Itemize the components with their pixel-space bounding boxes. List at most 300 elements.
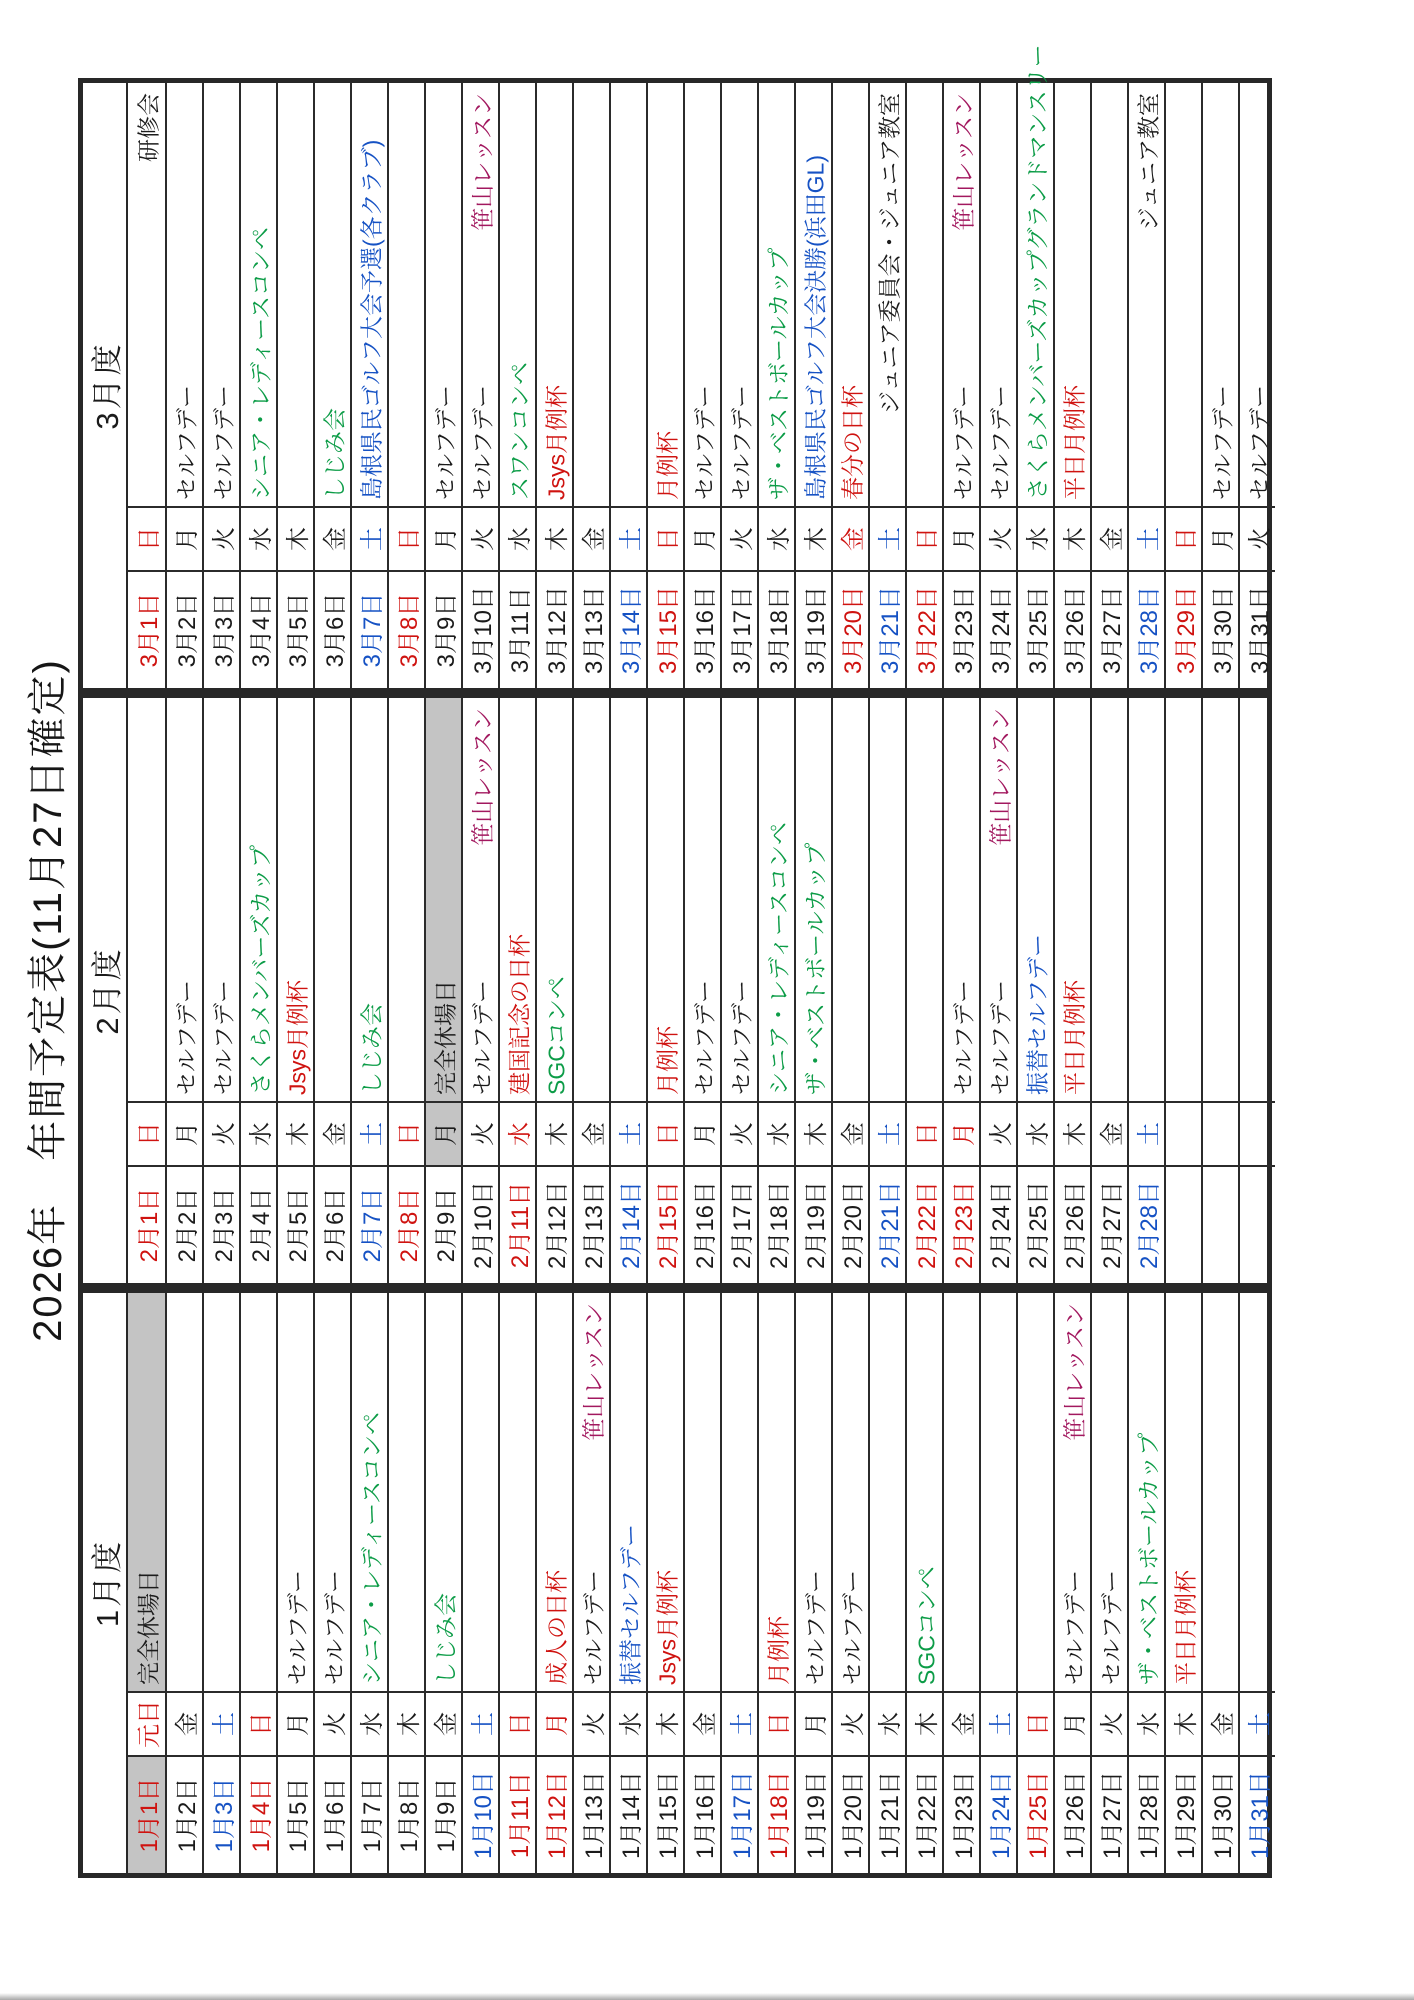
day-of-week-cell: 金 xyxy=(315,1101,350,1165)
day-row xyxy=(313,83,350,688)
event-cell xyxy=(944,83,979,506)
event-cell xyxy=(981,83,1016,506)
event-cell xyxy=(981,698,1016,1101)
event-cell xyxy=(463,1293,498,1691)
event-label: 完全休場日 xyxy=(135,1570,161,1685)
month-rows xyxy=(128,698,1275,1283)
date-cell: 3月23日 xyxy=(944,570,979,688)
event-cell xyxy=(574,1293,609,1691)
date-cell: 3月5日 xyxy=(278,570,313,688)
day-row xyxy=(276,1293,313,1873)
event-label: セルフデー xyxy=(987,385,1013,500)
day-row xyxy=(535,698,572,1283)
date-cell: 2月11日 xyxy=(500,1165,535,1283)
day-row xyxy=(683,1293,720,1873)
event-cell xyxy=(1166,1293,1201,1691)
event-cell xyxy=(315,83,350,506)
date-cell: 2月19日 xyxy=(796,1165,831,1283)
event-cell xyxy=(759,1293,794,1691)
day-of-week-cell: 日 xyxy=(500,1691,535,1755)
event-label: 笹山レッスン xyxy=(1061,1303,1087,1441)
date-cell: 1月21日 xyxy=(870,1755,905,1873)
day-of-week-cell: 土 xyxy=(352,506,387,570)
day-row xyxy=(572,83,609,688)
date-cell: 1月23日 xyxy=(944,1755,979,1873)
date-cell: 2月27日 xyxy=(1092,1165,1127,1283)
event-label: セルフデー xyxy=(839,1570,865,1685)
event-label: 笹山レッスン xyxy=(469,93,495,231)
event-label: セルフデー xyxy=(1098,1570,1124,1685)
day-row xyxy=(757,1293,794,1873)
date-cell: 2月13日 xyxy=(574,1165,609,1283)
event-cell xyxy=(685,698,720,1101)
day-row xyxy=(461,698,498,1283)
day-row xyxy=(387,1293,424,1873)
day-of-week-cell: 土 xyxy=(204,1691,239,1755)
day-of-week-cell: 金 xyxy=(1203,1691,1238,1755)
day-row xyxy=(424,1293,461,1873)
day-row xyxy=(1127,1293,1164,1873)
date-cell: 2月16日 xyxy=(685,1165,720,1283)
event-label: ザ・ベストボールカップ xyxy=(802,842,828,1095)
month-table-march xyxy=(78,44,1274,693)
day-row xyxy=(720,83,757,688)
day-of-week-cell: 火 xyxy=(315,1691,350,1755)
day-row xyxy=(942,698,979,1283)
day-row xyxy=(868,83,905,688)
event-label: 月例杯 xyxy=(765,1616,791,1685)
month-header: 2月度 xyxy=(83,698,128,1283)
day-of-week-cell: 月 xyxy=(167,1101,202,1165)
event-cell xyxy=(1055,83,1090,506)
day-row xyxy=(498,1293,535,1873)
day-of-week-cell: 木 xyxy=(537,506,572,570)
event-cell xyxy=(128,83,165,506)
day-row xyxy=(572,698,609,1283)
date-cell: 1月6日 xyxy=(315,1755,350,1873)
event-label: しじみ会 xyxy=(358,1003,384,1095)
day-of-week-cell: 土 xyxy=(352,1101,387,1165)
day-row xyxy=(794,698,831,1283)
day-row xyxy=(350,83,387,688)
date-cell: 3月2日 xyxy=(167,570,202,688)
day-of-week-cell: 木 xyxy=(907,1691,942,1755)
event-label: しじみ会 xyxy=(432,1593,458,1685)
event-cell xyxy=(944,698,979,1101)
event-cell xyxy=(833,83,868,506)
day-of-week-cell: 火 xyxy=(463,1101,498,1165)
date-cell: 1月11日 xyxy=(500,1755,535,1873)
event-cell xyxy=(981,1293,1016,1691)
day-row xyxy=(1238,83,1275,688)
day-of-week-cell: 木 xyxy=(1055,506,1090,570)
date-cell: 3月12日 xyxy=(537,570,572,688)
date-cell: 1月2日 xyxy=(167,1755,202,1873)
day-of-week-cell: 土 xyxy=(870,506,905,570)
date-cell: 1月15日 xyxy=(648,1755,683,1873)
event-label: セルフデー xyxy=(802,1570,828,1685)
date-cell: 1月22日 xyxy=(907,1755,942,1873)
date-cell: 1月1日 xyxy=(128,1755,165,1873)
event-label: シニア・レディースコンペ xyxy=(765,821,791,1095)
day-of-week-cell: 木 xyxy=(389,1691,424,1755)
event-cell xyxy=(537,698,572,1101)
day-of-week-cell: 土 xyxy=(870,1101,905,1165)
event-cell xyxy=(352,1293,387,1691)
event-cell xyxy=(128,698,165,1101)
date-cell: 3月6日 xyxy=(315,570,350,688)
day-of-week-cell xyxy=(1240,1101,1275,1165)
event-label: セルフデー xyxy=(691,980,717,1095)
event-label: セルフデー xyxy=(173,385,199,500)
event-cell xyxy=(1240,83,1275,506)
event-cell xyxy=(944,1293,979,1691)
event-cell xyxy=(611,83,646,506)
event-cell xyxy=(278,1293,313,1691)
day-of-week-cell: 金 xyxy=(574,1101,609,1165)
event-label: シニア・レディースコンペ xyxy=(358,1411,384,1685)
date-cell: 2月3日 xyxy=(204,1165,239,1283)
event-cell xyxy=(426,1293,461,1691)
day-of-week-cell: 土 xyxy=(1129,506,1164,570)
day-row xyxy=(794,83,831,688)
event-cell xyxy=(722,698,757,1101)
event-cell xyxy=(1240,698,1275,1101)
day-of-week-cell: 木 xyxy=(796,506,831,570)
event-label: セルフデー xyxy=(1209,385,1235,500)
date-cell: 3月7日 xyxy=(352,570,387,688)
event-cell xyxy=(204,1293,239,1691)
day-row xyxy=(609,83,646,688)
day-of-week-cell: 土 xyxy=(1240,1691,1275,1755)
date-cell: 3月24日 xyxy=(981,570,1016,688)
event-cell xyxy=(500,1293,535,1691)
event-label: 平日月例杯 xyxy=(1061,385,1087,500)
day-row xyxy=(683,83,720,688)
date-cell: 3月28日 xyxy=(1129,570,1164,688)
date-cell: 2月7日 xyxy=(352,1165,387,1283)
day-row xyxy=(202,83,239,688)
day-of-week-cell: 火 xyxy=(204,1101,239,1165)
event-cell xyxy=(1166,698,1201,1101)
day-of-week-cell: 金 xyxy=(167,1691,202,1755)
event-cell xyxy=(537,83,572,506)
day-of-week-cell: 火 xyxy=(722,1101,757,1165)
month-table-january xyxy=(78,1288,1272,1878)
event-cell xyxy=(1129,698,1164,1101)
event-label: セルフデー xyxy=(691,385,717,500)
event-cell xyxy=(315,1293,350,1691)
event-cell xyxy=(278,83,313,506)
event-cell xyxy=(685,83,720,506)
day-of-week-cell: 金 xyxy=(315,506,350,570)
event-cell xyxy=(389,83,424,506)
date-cell xyxy=(1203,1165,1238,1283)
date-cell: 3月11日 xyxy=(500,570,535,688)
day-row xyxy=(683,698,720,1283)
date-cell: 1月18日 xyxy=(759,1755,794,1873)
day-of-week-cell: 木 xyxy=(648,1691,683,1755)
date-cell: 2月23日 xyxy=(944,1165,979,1283)
day-of-week-cell: 月 xyxy=(278,1691,313,1755)
event-label: ザ・ベストボールカップ xyxy=(1135,1432,1161,1685)
date-cell: 1月7日 xyxy=(352,1755,387,1873)
day-row xyxy=(609,698,646,1283)
date-cell xyxy=(1240,1165,1275,1283)
event-cell xyxy=(833,1293,868,1691)
day-row xyxy=(1053,1293,1090,1873)
date-cell: 1月10日 xyxy=(463,1755,498,1873)
date-cell xyxy=(1166,1165,1201,1283)
day-row xyxy=(831,83,868,688)
day-row xyxy=(572,1293,609,1873)
date-cell: 3月3日 xyxy=(204,570,239,688)
day-row xyxy=(1164,698,1201,1283)
event-label: 振替セルフデー xyxy=(1024,934,1050,1095)
day-of-week-cell: 日 xyxy=(389,1101,424,1165)
event-cell xyxy=(722,83,757,506)
event-cell xyxy=(796,83,831,506)
event-cell xyxy=(796,698,831,1101)
event-label: さくらメンバーズカップグランドマンスリー xyxy=(1024,44,1050,500)
event-cell xyxy=(648,698,683,1101)
date-cell: 3月16日 xyxy=(685,570,720,688)
month-header: 3月度 xyxy=(83,83,128,688)
date-cell: 2月24日 xyxy=(981,1165,1016,1283)
date-cell: 2月17日 xyxy=(722,1165,757,1283)
date-cell: 1月28日 xyxy=(1129,1755,1164,1873)
date-cell: 2月9日 xyxy=(426,1165,461,1283)
date-cell: 2月22日 xyxy=(907,1165,942,1283)
event-cell xyxy=(1203,83,1238,506)
date-cell: 3月22日 xyxy=(907,570,942,688)
event-label: 笹山レッスン xyxy=(950,93,976,231)
date-cell: 2月6日 xyxy=(315,1165,350,1283)
day-of-week-cell: 日 xyxy=(648,1101,683,1165)
day-of-week-cell: 日 xyxy=(907,1101,942,1165)
event-cell xyxy=(241,83,276,506)
day-of-week-cell: 土 xyxy=(722,1691,757,1755)
day-row xyxy=(979,1293,1016,1873)
day-of-week-cell: 木 xyxy=(278,1101,313,1165)
event-cell xyxy=(833,698,868,1101)
scan-edge-artifact xyxy=(0,1993,1414,2000)
day-of-week-cell: 水 xyxy=(352,1691,387,1755)
event-cell xyxy=(685,1293,720,1691)
day-of-week-cell: 日 xyxy=(907,506,942,570)
day-of-week-cell: 日 xyxy=(1166,506,1201,570)
event-cell xyxy=(907,1293,942,1691)
date-cell: 2月28日 xyxy=(1129,1165,1164,1283)
day-row xyxy=(1053,698,1090,1283)
event-cell xyxy=(389,1293,424,1691)
month-header: 1月度 xyxy=(83,1293,128,1873)
day-of-week-cell: 日 xyxy=(759,1691,794,1755)
event-label: ジュニア委員会・ジュニア教室 xyxy=(876,93,902,415)
day-row xyxy=(905,698,942,1283)
event-cell xyxy=(500,698,535,1101)
day-row xyxy=(868,1293,905,1873)
event-cell xyxy=(907,83,942,506)
event-label: 島根県民ゴルフ大会予選(各クラブ) xyxy=(358,139,384,500)
day-row xyxy=(387,698,424,1283)
day-row xyxy=(535,83,572,688)
event-cell xyxy=(128,1293,165,1691)
day-of-week-cell: 金 xyxy=(426,1691,461,1755)
month-rows xyxy=(128,44,1275,688)
day-row xyxy=(461,83,498,688)
day-row xyxy=(202,698,239,1283)
day-of-week-cell: 月 xyxy=(944,1101,979,1165)
day-of-week-cell: 水 xyxy=(611,1691,646,1755)
day-row xyxy=(609,1293,646,1873)
day-of-week-cell: 火 xyxy=(204,506,239,570)
event-cell xyxy=(759,83,794,506)
day-of-week-cell: 木 xyxy=(1166,1691,1201,1755)
date-cell: 1月31日 xyxy=(1240,1755,1275,1873)
day-row xyxy=(1164,83,1201,688)
event-cell xyxy=(352,698,387,1101)
event-label: 笹山レッスン xyxy=(469,708,495,846)
day-row xyxy=(1238,1293,1275,1873)
day-row xyxy=(1201,698,1238,1283)
date-cell: 1月16日 xyxy=(685,1755,720,1873)
day-row xyxy=(905,1293,942,1873)
day-row xyxy=(1090,698,1127,1283)
event-cell xyxy=(648,1293,683,1691)
day-of-week-cell xyxy=(1203,1101,1238,1165)
day-row xyxy=(1090,1293,1127,1873)
event-label: ジュニア教室 xyxy=(1135,93,1161,231)
date-cell: 2月12日 xyxy=(537,1165,572,1283)
date-cell: 1月14日 xyxy=(611,1755,646,1873)
date-cell: 2月18日 xyxy=(759,1165,794,1283)
event-label: 平日月例杯 xyxy=(1172,1570,1198,1685)
day-row xyxy=(757,698,794,1283)
event-label: 研修会 xyxy=(135,93,161,162)
event-cell xyxy=(611,1293,646,1691)
day-of-week-cell: 日 xyxy=(648,506,683,570)
event-label: セルフデー xyxy=(950,980,976,1095)
event-label: セルフデー xyxy=(321,1570,347,1685)
date-cell: 3月21日 xyxy=(870,570,905,688)
day-of-week-cell: 月 xyxy=(1055,1691,1090,1755)
event-label: セルフデー xyxy=(284,1570,310,1685)
day-of-week-cell: 水 xyxy=(500,1101,535,1165)
event-cell xyxy=(1240,1293,1275,1691)
day-of-week-cell: 元日 xyxy=(128,1691,165,1755)
day-of-week-cell: 火 xyxy=(833,1691,868,1755)
event-label: SGCコンペ xyxy=(913,1566,939,1685)
date-cell: 2月26日 xyxy=(1055,1165,1090,1283)
day-row xyxy=(1238,698,1275,1283)
month-table-february xyxy=(78,693,1272,1288)
event-label: 成人の日杯 xyxy=(543,1570,569,1685)
day-row xyxy=(424,698,461,1283)
event-label: セルフデー xyxy=(469,385,495,500)
event-cell xyxy=(574,698,609,1101)
event-label: Jsys月例杯 xyxy=(654,1570,680,1685)
day-row xyxy=(905,83,942,688)
event-label: しじみ会 xyxy=(321,408,347,500)
day-row xyxy=(313,698,350,1283)
date-cell: 1月8日 xyxy=(389,1755,424,1873)
day-of-week-cell: 日 xyxy=(128,1101,165,1165)
day-row xyxy=(128,83,165,688)
day-row xyxy=(165,1293,202,1873)
day-row xyxy=(239,1293,276,1873)
day-of-week-cell: 金 xyxy=(1092,506,1127,570)
event-label: セルフデー xyxy=(210,385,236,500)
date-cell: 2月21日 xyxy=(870,1165,905,1283)
day-row xyxy=(313,1293,350,1873)
date-cell: 1月29日 xyxy=(1166,1755,1201,1873)
day-row xyxy=(461,1293,498,1873)
event-label: 月例杯 xyxy=(654,431,680,500)
day-of-week-cell: 火 xyxy=(1092,1691,1127,1755)
day-row xyxy=(202,1293,239,1873)
day-row xyxy=(424,83,461,688)
day-of-week-cell: 木 xyxy=(1055,1101,1090,1165)
date-cell: 1月26日 xyxy=(1055,1755,1090,1873)
date-cell: 1月13日 xyxy=(574,1755,609,1873)
event-cell xyxy=(870,698,905,1101)
day-of-week-cell: 木 xyxy=(278,506,313,570)
day-of-week-cell: 土 xyxy=(611,1101,646,1165)
event-cell xyxy=(426,83,461,506)
event-cell xyxy=(241,1293,276,1691)
day-row xyxy=(942,1293,979,1873)
day-of-week-cell: 金 xyxy=(685,1691,720,1755)
event-label: セルフデー xyxy=(210,980,236,1095)
event-label: セルフデー xyxy=(1246,385,1272,500)
day-row xyxy=(720,1293,757,1873)
event-label: ザ・ベストボールカップ xyxy=(765,247,791,500)
event-cell xyxy=(500,83,535,506)
event-cell xyxy=(315,698,350,1101)
event-label: SGCコンペ xyxy=(543,976,569,1095)
day-row xyxy=(757,83,794,688)
date-cell: 2月20日 xyxy=(833,1165,868,1283)
day-row xyxy=(350,1293,387,1873)
day-of-week-cell: 土 xyxy=(1129,1101,1164,1165)
date-cell: 3月27日 xyxy=(1092,570,1127,688)
event-cell xyxy=(648,83,683,506)
event-label: セルフデー xyxy=(1061,1570,1087,1685)
event-cell xyxy=(463,698,498,1101)
day-of-week-cell: 火 xyxy=(463,506,498,570)
day-of-week-cell: 木 xyxy=(537,1101,572,1165)
day-row xyxy=(276,83,313,688)
day-row xyxy=(942,83,979,688)
day-of-week-cell: 月 xyxy=(537,1691,572,1755)
event-cell xyxy=(574,83,609,506)
event-label: セルフデー xyxy=(580,1570,606,1685)
event-cell xyxy=(167,1293,202,1691)
date-cell: 2月14日 xyxy=(611,1165,646,1283)
date-cell: 3月15日 xyxy=(648,570,683,688)
day-of-week-cell: 月 xyxy=(685,506,720,570)
date-cell: 1月24日 xyxy=(981,1755,1016,1873)
date-cell: 3月10日 xyxy=(463,570,498,688)
event-label: 平日月例杯 xyxy=(1061,980,1087,1095)
event-cell xyxy=(352,83,387,506)
event-label: セルフデー xyxy=(432,385,458,500)
date-cell: 3月30日 xyxy=(1203,570,1238,688)
date-cell: 3月17日 xyxy=(722,570,757,688)
event-label: Jsys月例杯 xyxy=(284,980,310,1095)
day-of-week-cell: 水 xyxy=(870,1691,905,1755)
